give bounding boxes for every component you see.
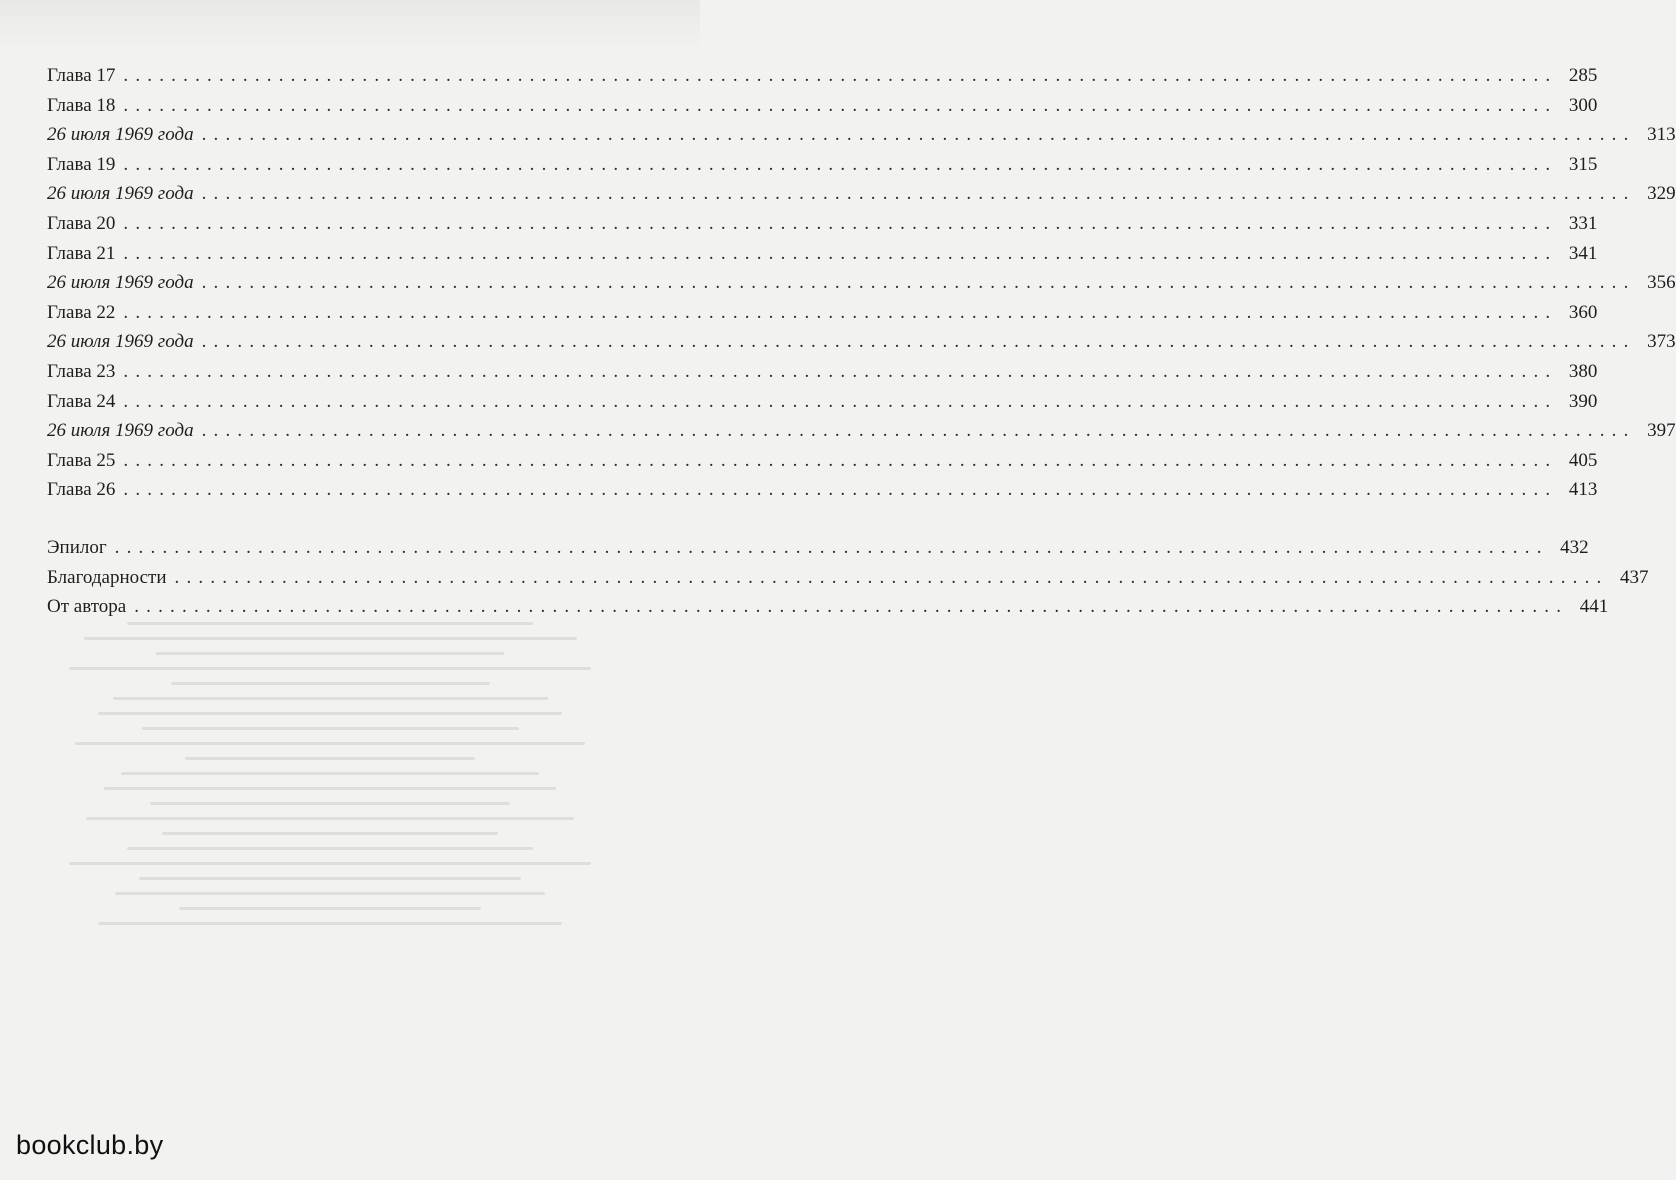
dot-leader: ........................................................................................................................ — [201, 124, 1636, 146]
toc-entry-title: 26 июля 1969 года — [47, 272, 194, 294]
dot-leader: ........................................................................................................................ — [123, 65, 1558, 86]
bleed-through-line — [98, 922, 562, 925]
bleed-through-line — [142, 727, 519, 730]
toc-entry-page-number: 356 — [1647, 272, 1676, 294]
dot-leader: ........................................................................................................................ — [123, 94, 1558, 116]
toc-entry-page-number: 441 — [1579, 596, 1609, 618]
toc-entry-title: 26 июля 1969 года — [47, 124, 194, 146]
toc-entry-page-number: 437 — [1620, 566, 1649, 588]
toc-entry — [47, 179, 1676, 209]
toc-entry-title: Глава 26 — [47, 479, 116, 501]
toc-entry-page-number: 300 — [1568, 94, 1598, 116]
bleed-through-line — [69, 667, 591, 670]
toc-entry-title: Глава 23 — [47, 360, 116, 382]
toc-entry-title: Глава 18 — [47, 94, 116, 116]
toc-entry-title: Благодарности — [47, 566, 167, 588]
toc-entry-title: Глава 19 — [47, 153, 116, 175]
toc-entry-page-number: 329 — [1647, 183, 1676, 205]
dot-leader: ........................................................................................................................ — [123, 153, 1558, 175]
toc-entry-title: Эпилог — [47, 537, 107, 558]
bleed-through-line — [150, 802, 510, 805]
toc-entry — [47, 357, 1598, 387]
toc-entry — [47, 387, 1598, 417]
dot-leader: ........................................................................................................................ — [123, 390, 1558, 412]
bleed-through-line — [156, 652, 504, 655]
dot-leader: ........................................................................................................................ — [174, 566, 1609, 588]
toc-entry — [47, 327, 1676, 357]
bleed-through-text — [40, 610, 620, 1050]
toc-entry — [47, 61, 1598, 91]
bleed-through-line — [115, 892, 544, 895]
table-of-contents — [47, 61, 1676, 505]
table-of-contents-back-matter — [47, 533, 1649, 622]
bleed-through-line — [121, 772, 539, 775]
toc-entry — [47, 416, 1676, 446]
toc-entry — [47, 120, 1676, 150]
toc-entry-page-number: 313 — [1647, 124, 1676, 146]
bleed-through-line — [127, 622, 533, 625]
toc-entry-page-number: 373 — [1647, 331, 1676, 353]
bleed-through-line — [75, 742, 585, 745]
dot-leader: ........................................................................................................................ — [114, 537, 1549, 558]
toc-entry — [47, 533, 1589, 563]
dot-leader: ........................................................................................................................ — [201, 272, 1636, 294]
toc-entry-page-number: 405 — [1568, 449, 1598, 471]
toc-entry — [47, 91, 1598, 121]
dot-leader: ........................................................................................................................ — [123, 360, 1558, 382]
bleed-through-line — [179, 907, 481, 910]
toc-entry-page-number: 397 — [1647, 420, 1676, 442]
bleed-through-line — [185, 757, 475, 760]
bleed-through-line — [139, 877, 522, 880]
dot-leader: ........................................................................................................................ — [201, 331, 1636, 353]
toc-entry-page-number: 360 — [1568, 301, 1598, 323]
toc-entry — [47, 239, 1598, 269]
toc-entry-title: 26 июля 1969 года — [47, 331, 194, 353]
toc-entry-page-number: 315 — [1568, 153, 1598, 175]
dot-leader: ........................................................................................................................ — [123, 242, 1558, 264]
dot-leader: ........................................................................................................................ — [201, 420, 1636, 442]
page-top-edge — [0, 0, 700, 50]
dot-leader: ........................................................................................................................ — [123, 212, 1558, 234]
bleed-through-line — [86, 817, 573, 820]
toc-entry-page-number: 380 — [1568, 360, 1598, 382]
dot-leader: ........................................................................................................................ — [201, 183, 1636, 205]
bleed-through-line — [113, 697, 548, 700]
dot-leader: ........................................................................................................................ — [123, 301, 1558, 323]
toc-entry — [47, 298, 1598, 328]
toc-entry — [47, 150, 1598, 180]
bleed-through-line — [127, 847, 533, 850]
toc-entry-title: Глава 22 — [47, 301, 116, 323]
toc-entry-page-number: 432 — [1560, 537, 1589, 558]
site-watermark: bookclub.by — [16, 1130, 164, 1160]
toc-entry-title: Глава 17 — [47, 65, 116, 86]
toc-entry-page-number: 413 — [1568, 479, 1598, 501]
toc-entry — [47, 563, 1649, 593]
toc-entry-page-number: 390 — [1568, 390, 1598, 412]
toc-entry-page-number: 331 — [1568, 212, 1598, 234]
bleed-through-line — [84, 637, 577, 640]
bleed-through-line — [104, 787, 556, 790]
bleed-through-line — [171, 682, 490, 685]
toc-entry — [47, 268, 1676, 298]
toc-entry-title: 26 июля 1969 года — [47, 420, 194, 442]
bleed-through-line — [69, 862, 591, 865]
toc-entry-title: Глава 25 — [47, 449, 116, 471]
dot-leader: ........................................................................................................................ — [123, 449, 1558, 471]
toc-entry-title: Глава 20 — [47, 212, 116, 234]
toc-entry — [47, 209, 1598, 239]
toc-entry-title: От автора — [47, 596, 127, 618]
toc-entry-title: Глава 21 — [47, 242, 116, 264]
dot-leader: ........................................................................................................................ — [134, 596, 1569, 618]
toc-entry — [47, 592, 1609, 622]
toc-entry — [47, 475, 1598, 505]
toc-entry — [47, 446, 1598, 476]
toc-entry-page-number: 341 — [1568, 242, 1598, 264]
bleed-through-line — [162, 832, 498, 835]
toc-entry-title: Глава 24 — [47, 390, 116, 412]
toc-entry-title: 26 июля 1969 года — [47, 183, 194, 205]
bleed-through-line — [98, 712, 562, 715]
dot-leader: ........................................................................................................................ — [123, 479, 1558, 501]
toc-entry-page-number: 285 — [1568, 65, 1598, 86]
